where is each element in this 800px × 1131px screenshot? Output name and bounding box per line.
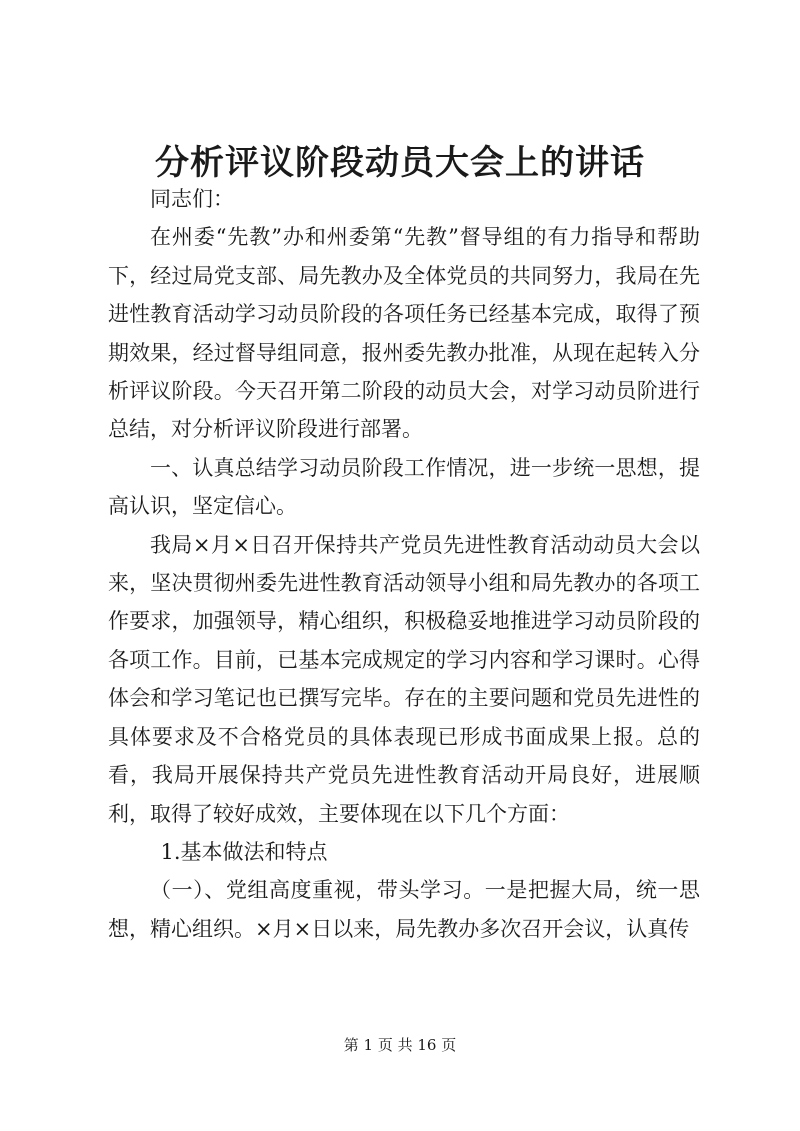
section-heading: 一、认真总结学习动员阶段工作情况，进一步统一思想，提高认识，坚定信心。 (108, 455, 700, 519)
document-body (108, 180, 700, 948)
body-paragraph: 我局×月×日召开保持共产党员先进性教育活动动员大会以来，坚决贯彻州委先进性教育活动领导小组和局先教办的各项工作要求，加强领导，精心组织，积极稳妥地推进学习动员阶段的各项工作。目前，已基本完成规定的学习内容和学习课时。心得体会和学习笔记也已撰写完毕。存在的主要问题和党员先进性的具体要求及不合格党员的具体表现已形成书面成果上报。总的看，我局开展保持共产党员先进性教育活动开局良好，进展顺利，取得了较好成效，主要体现在以下几个方面： (108, 532, 700, 826)
page-number: 第 1 页 共 16 页 (343, 1036, 457, 1054)
salutation: 同志们： (150, 187, 234, 211)
body-paragraph: 在州委“先教”办和州委第“先教”督导组的有力指导和帮助下，经过局党支部、局先教办及全体党员的共同努力，我局在先进性教育活动学习动员阶段的各项任务已经基本完成，取得了预期效果，经过督导组同意，报州委先教办批准，从现在起转入分析评议阶段。今天召开第二阶段的动员大会，对学习动员阶进行总结，对分析评议阶段进行部署。 (108, 225, 700, 442)
body-paragraph: （一）、党组高度重视，带头学习。一是把握大局，统一思想，精心组织。×月×日以来，局先教办多次召开会议，认真传 (108, 878, 700, 941)
subheading: 1.基本做法和特点 (160, 839, 328, 864)
document-title: 分析评议阶段动员大会上的讲话 (155, 143, 645, 183)
